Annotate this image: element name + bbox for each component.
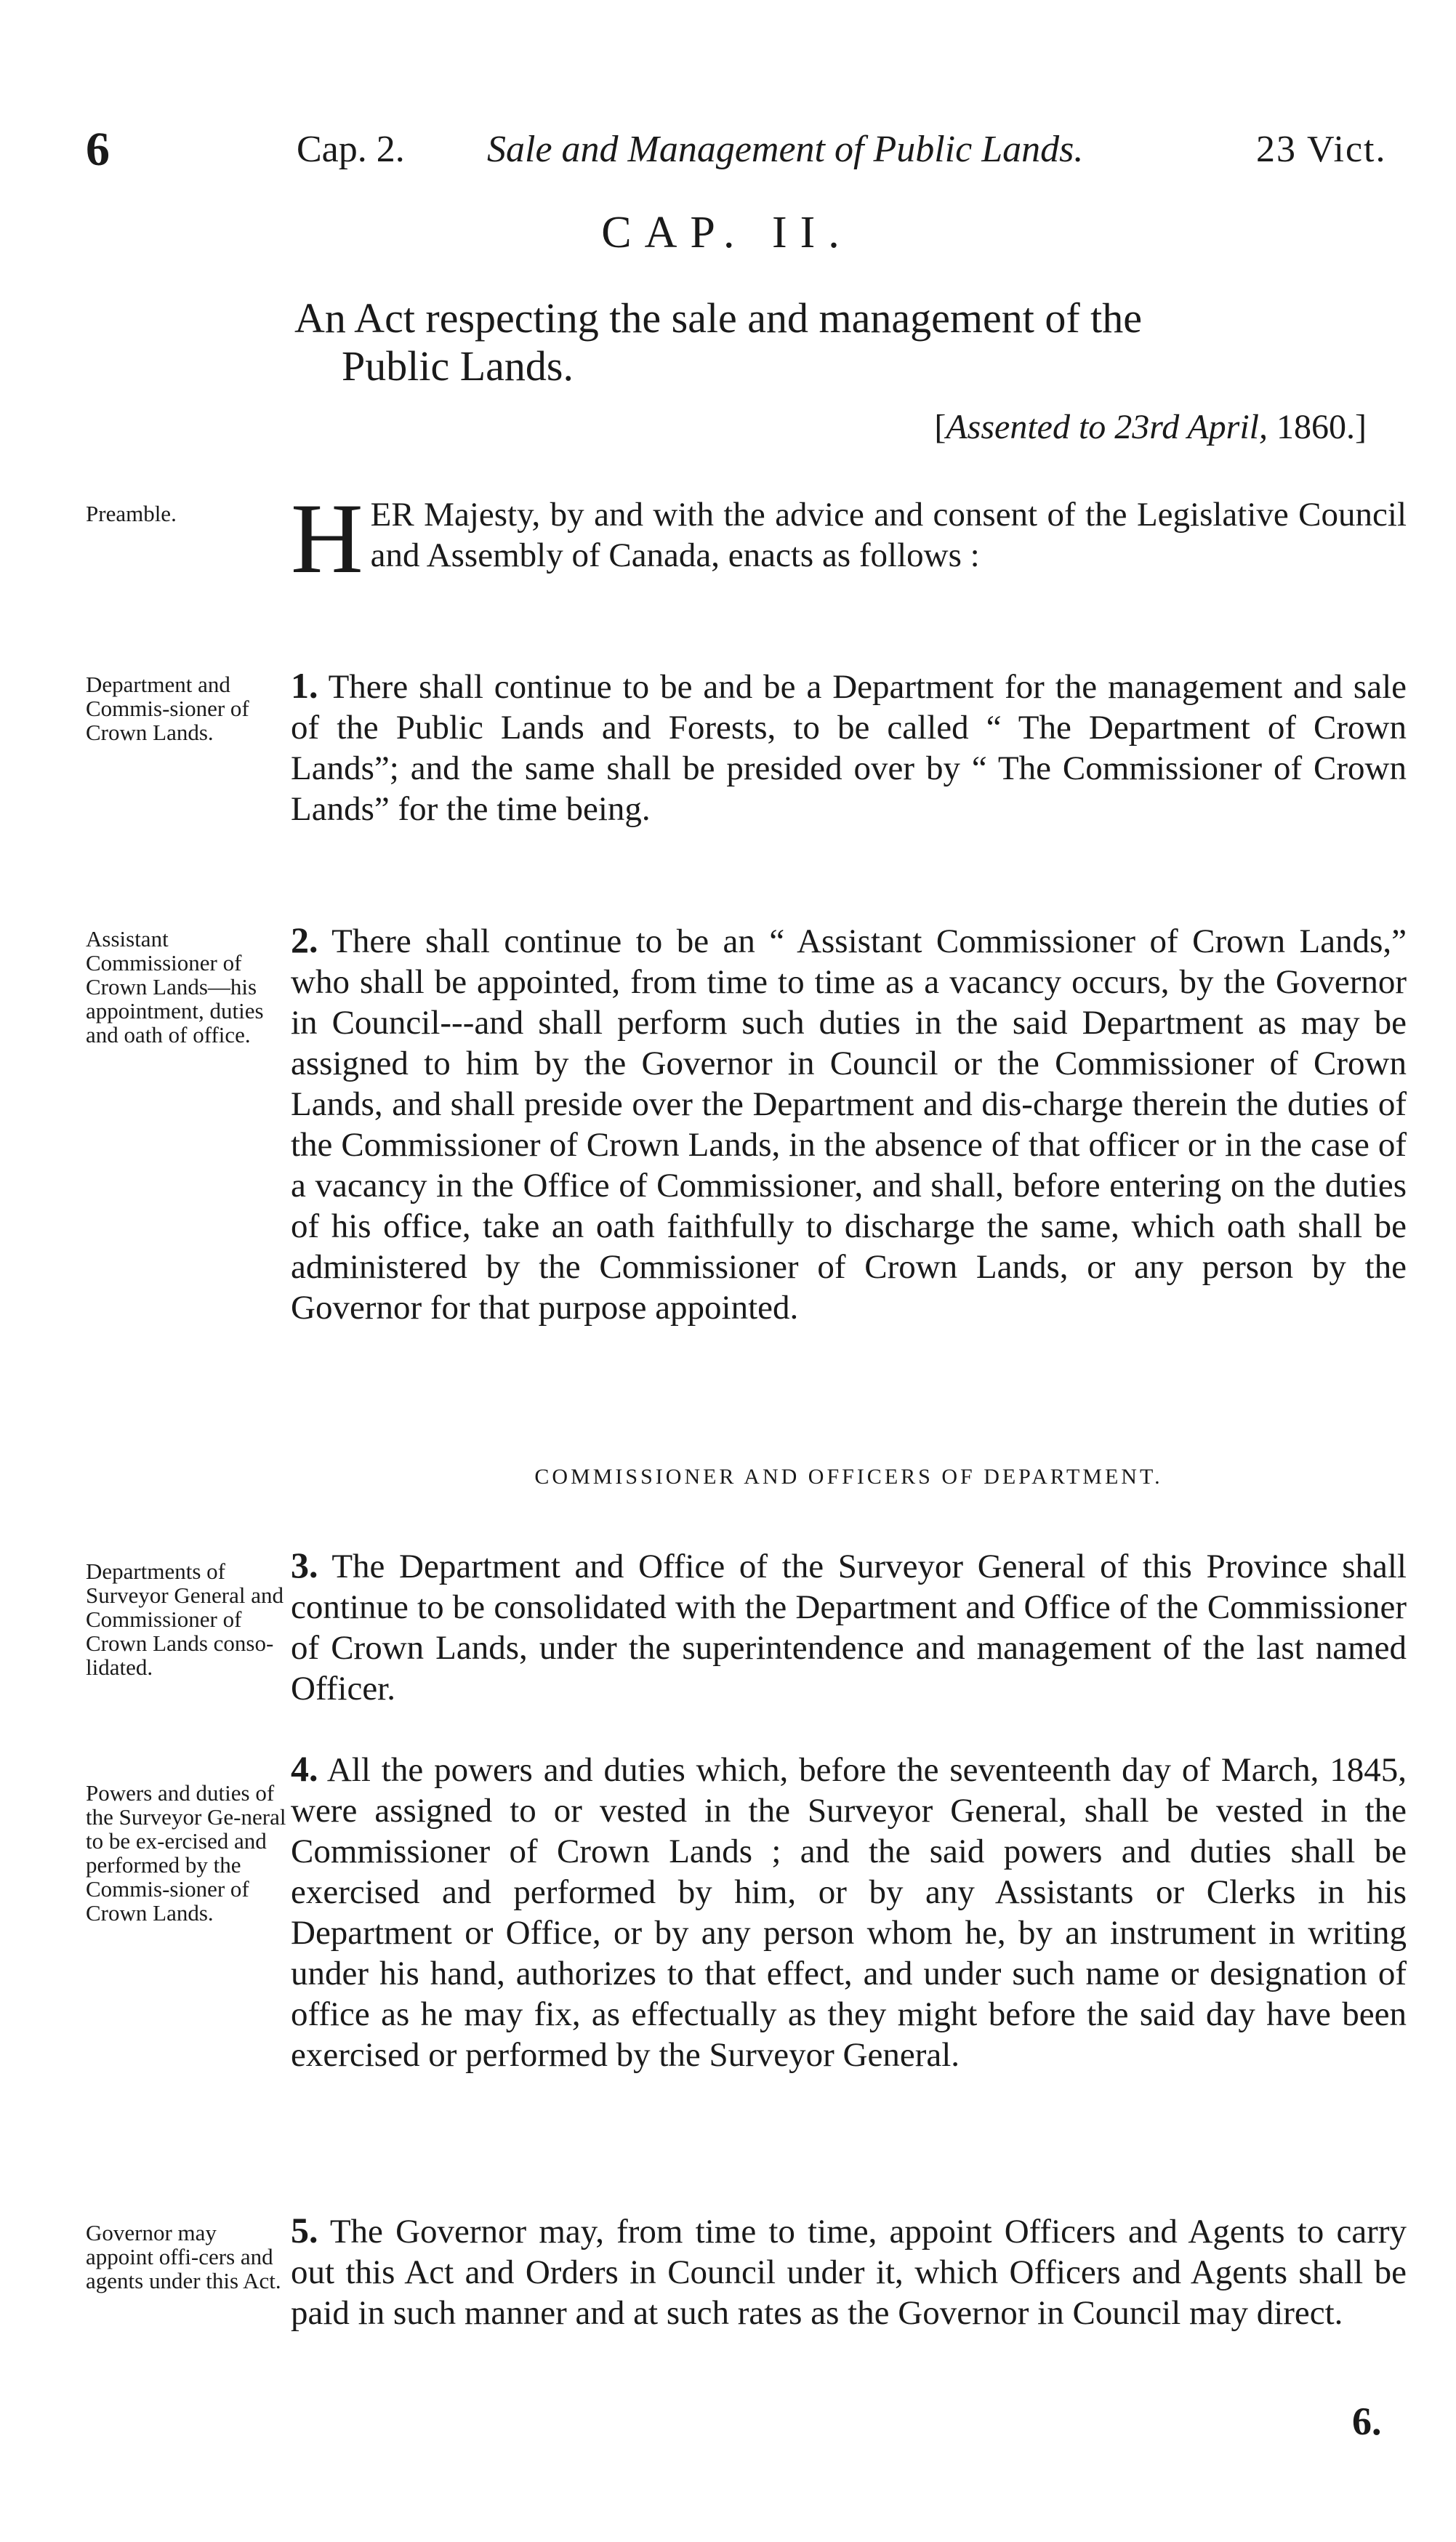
margin-note-section-1: Department and Commis-sioner of Crown Lands.: [86, 672, 249, 745]
section-4: [291, 1748, 1407, 2075]
section-heading: COMMISSIONER AND OFFICERS OF DEPARTMENT.: [534, 1465, 1163, 1489]
act-title-line-1: An Act respecting the sale and management of the: [294, 294, 1143, 342]
margin-note-section-2: Assistant Commissioner of Crown Lands—his appointment, duties and oath of office.: [86, 926, 264, 1047]
section-2-number: 2.: [291, 920, 318, 960]
assent-text: Assented to 23rd April,: [946, 408, 1268, 446]
section-5-number: 5.: [291, 2210, 318, 2251]
margin-note-section-4: Powers and duties of the Surveyor Ge-neral to be ex-ercised and performed by the Commis-sioner of Crown Lands.: [86, 1780, 286, 1926]
assent-line: [814, 407, 1367, 447]
margin-note-section-3: Departments of Surveyor General and Commissioner of Crown Lands conso-lidated.: [86, 1558, 284, 1680]
section-4-number: 4.: [291, 1748, 318, 1789]
catchword: 6.: [1352, 2400, 1382, 2443]
chapter-heading: CAP. II.: [601, 208, 853, 257]
drop-cap: H: [291, 483, 363, 594]
section-1-number: 1.: [291, 665, 318, 706]
section-1-text: There shall continue to be and be a Department for the management and sale of the Public Lands and Forests, to be called “ The Department of Crown Lands”; and the same shall be presided over by “ The Commissioner of Crown Lands” for the time being.: [291, 668, 1407, 828]
section-3-text: The Department and Office of the Surveyor General of this Province shall continue to be consolidated with the Department and Office of the Commissioner of Crown Lands, under the superintendence and management of the last named Officer.: [291, 1548, 1407, 1708]
section-4-text: All the powers and duties which, before the seventeenth day of March, 1845, were assigned to or vested in the Surveyor General, shall be vested in the Commissioner of Crown Lands ; and the said powers and duties shall be exercised and performed by him, or by any Assistants or Clerks in his Department or Office, or by any person whom he, by an instrument in writing under his hand, authorizes to that effect, and under such name or designation of office as he may fix, as effectually as they might before the said day have been exercised or performed by the Surveyor General.: [291, 1751, 1407, 2074]
act-title-line-2: Public Lands.: [342, 342, 574, 390]
margin-note-preamble: Preamble.: [86, 501, 177, 526]
section-2-text: There shall continue to be an “ Assistant Commissioner of Crown Lands,” who shall be appointed, from time to time as a vacancy occurs, by the Governor in Council---and shall perform such duties in the said Department as may be assigned to him by the Governor in Council or the Commissioner of Crown Lands, and shall preside over the Department and dis-charge therein the duties of the Commissioner of Crown Lands, in the absence of that officer or in the case of a vacancy in the Office of Commissioner, and shall, before entering on the duties of his office, take an oath faithfully to discharge the same, which oath shall be administered by the Commissioner of Crown Lands, or any person by the Governor for that purpose appointed.: [291, 922, 1407, 1327]
section-1: [291, 665, 1407, 829]
margin-note-section-5: Governor may appoint offi-cers and agents under this Act.: [86, 2220, 281, 2293]
section-5: [291, 2210, 1407, 2333]
preamble-paragraph: [291, 483, 1407, 594]
header-title: Sale and Management of Public Lands.: [487, 129, 1084, 170]
assent-year: 1860.]: [1276, 408, 1367, 446]
section-3-number: 3.: [291, 1545, 318, 1585]
section-5-text: The Governor may, from time to time, appoint Officers and Agents to carry out this Act and Orders in Council under it, which Officers and Agents shall be paid in such manner and at such rates as the Governor in Council may direct.: [291, 2213, 1407, 2332]
section-3: [291, 1545, 1407, 1709]
act-title: [294, 294, 1407, 390]
preamble-text: ER Majesty, by and with the advice and consent of the Legislative Council and Assembly of Canada, enacts as follows :: [370, 496, 1407, 574]
header-regnal-year: 23 Vict.: [1256, 129, 1387, 170]
header-chapter: Cap. 2.: [297, 129, 405, 170]
page-number: 6: [86, 123, 110, 176]
section-2: [291, 920, 1407, 1328]
running-header: [86, 122, 1394, 180]
assent-open-bracket: [: [934, 408, 946, 446]
